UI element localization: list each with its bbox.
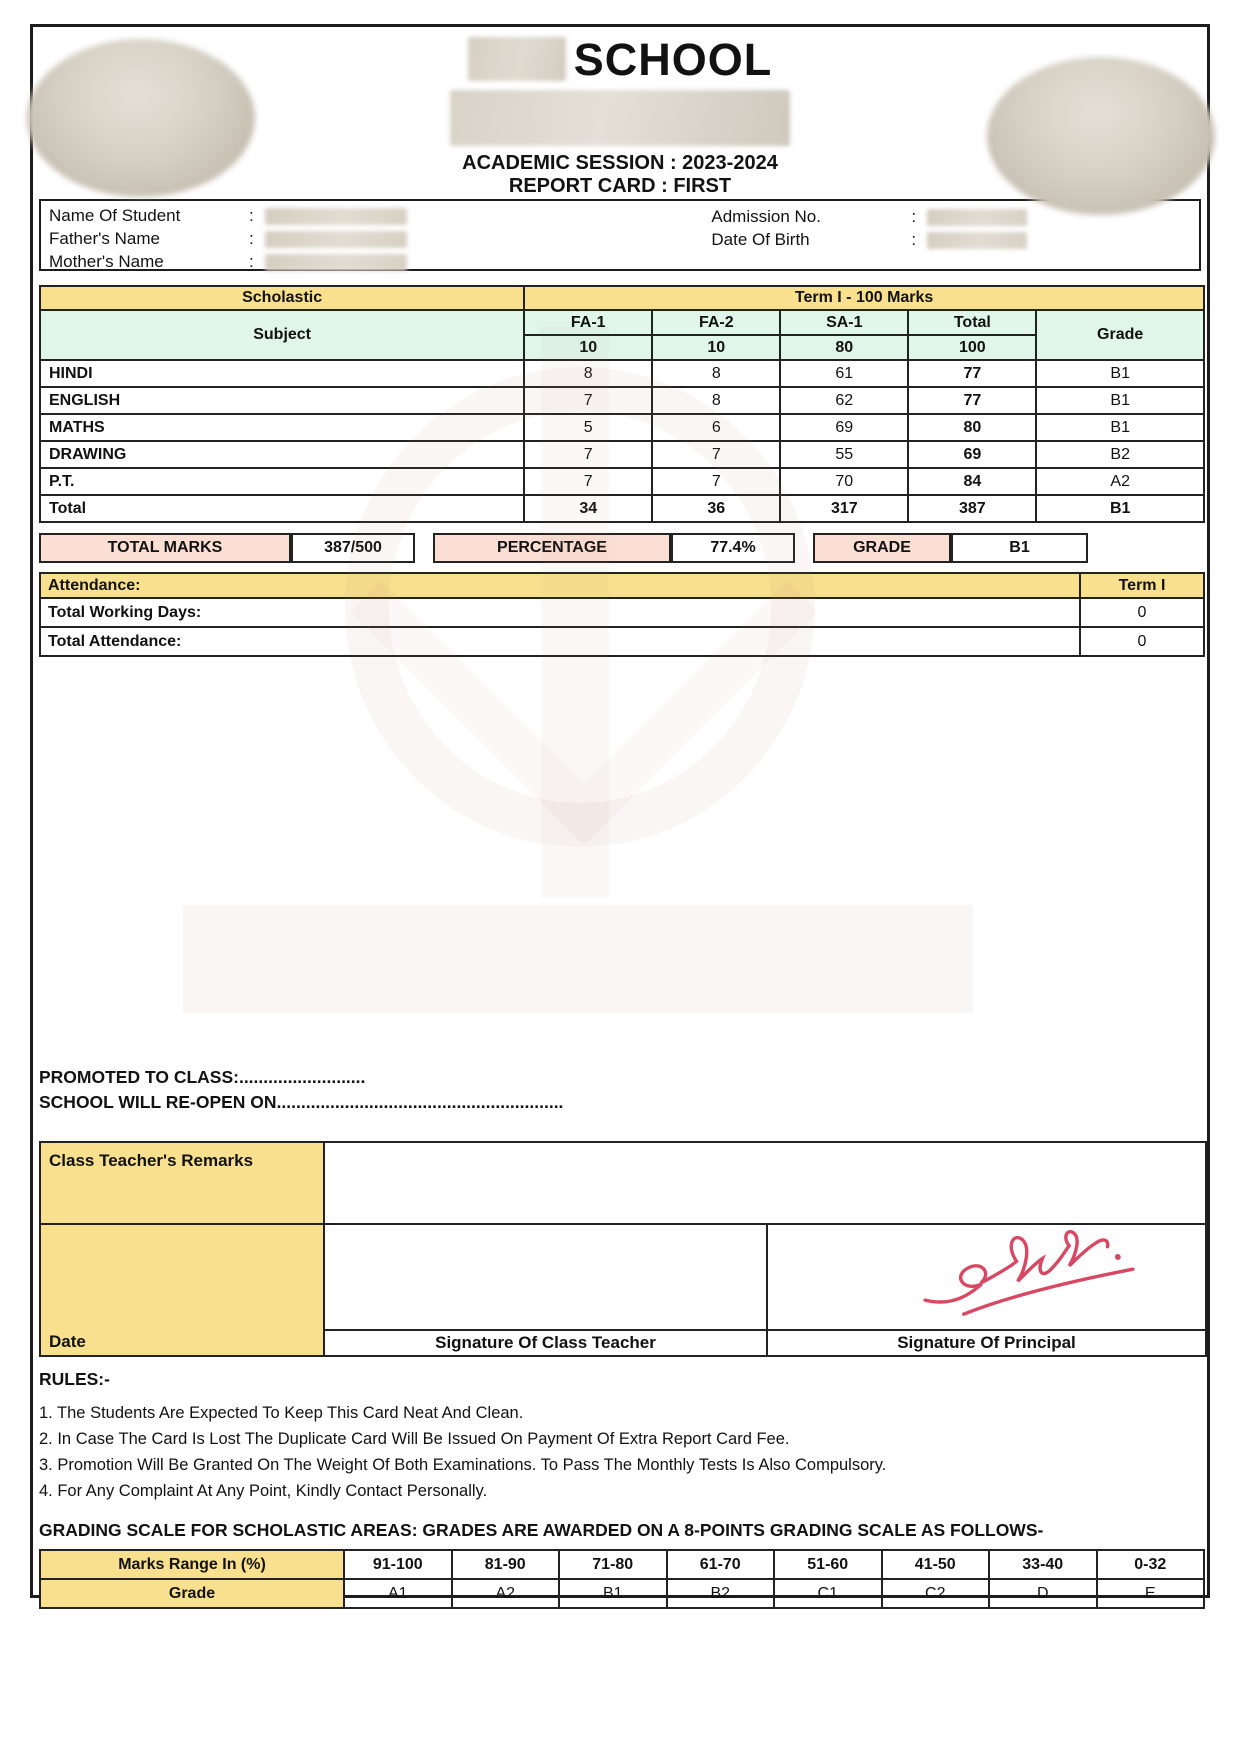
- subject-row-maths: [40, 414, 1204, 441]
- header: [33, 27, 1207, 199]
- subject-name: HINDI: [40, 360, 524, 387]
- attendance-term: Term I: [1080, 573, 1204, 598]
- grade-value: B1: [1036, 414, 1204, 441]
- grading-scale-title: GRADING SCALE FOR SCHOLASTIC AREAS: GRADES ARE AWARDED ON A 8-POINTS GRADING SCALE AS FOLLOWS-: [39, 1520, 1044, 1540]
- date-label: Date: [49, 1332, 86, 1351]
- fa2-mark: 7: [652, 468, 780, 495]
- colon: :: [911, 207, 917, 226]
- colon: :: [249, 252, 254, 271]
- fa1-mark: 7: [524, 441, 652, 468]
- grade-value: A2: [1036, 468, 1204, 495]
- percentage-label: PERCENTAGE: [433, 533, 671, 563]
- sa1-max: 80: [780, 335, 908, 360]
- teacher-remarks-label: Class Teacher's Remarks: [40, 1142, 324, 1224]
- grade-cell: B1: [559, 1579, 667, 1608]
- grade-label: GRADE: [813, 533, 951, 563]
- teacher-remarks-box: [324, 1142, 1206, 1224]
- total-header: Total: [908, 310, 1036, 335]
- range-cell: 61-70: [667, 1550, 775, 1579]
- report-card-border: [30, 24, 1210, 1602]
- total-marks-label: TOTAL MARKS: [39, 533, 291, 563]
- sa1-mark: 70: [780, 468, 908, 495]
- total-max: 100: [908, 335, 1036, 360]
- sa1-mark: 62: [780, 387, 908, 414]
- redacted-student-name: [265, 208, 407, 225]
- principal-signature-area: [767, 1224, 1206, 1330]
- colon: :: [249, 229, 254, 248]
- total-mark: 77: [908, 360, 1036, 387]
- signature-area-row: [40, 1224, 1206, 1330]
- working-days-value: 0: [1080, 598, 1204, 627]
- total-row-label: Total: [40, 495, 524, 522]
- redacted-father-name: [265, 231, 407, 248]
- date-cell: [40, 1224, 324, 1356]
- subject-row-english: [40, 387, 1204, 414]
- promoted-to-class-line: PROMOTED TO CLASS:..........................: [39, 1067, 366, 1087]
- range-cell: 91-100: [344, 1550, 452, 1579]
- range-cell: 33-40: [989, 1550, 1097, 1579]
- school-reopen-line: SCHOOL WILL RE-OPEN ON...........................................................: [39, 1092, 564, 1112]
- rule-item: 3. Promotion Will Be Granted On The Weight Of Both Examinations. To Pass The Monthly Tests Is Also Compulsory.: [39, 1456, 887, 1474]
- total-mark: 77: [908, 387, 1036, 414]
- fa1-mark: 7: [524, 387, 652, 414]
- total-mark: 84: [908, 468, 1036, 495]
- grade-cell: C1: [774, 1579, 882, 1608]
- scholastic-band: Scholastic: [40, 286, 524, 310]
- redacted-school-address: [450, 90, 790, 146]
- academic-session: ACADEMIC SESSION : 2023-2024: [462, 152, 778, 174]
- father-name-label: Father's Name: [49, 229, 160, 248]
- fa1-mark: 8: [524, 360, 652, 387]
- grade-cell: B2: [667, 1579, 775, 1608]
- blank-area: [33, 657, 1207, 1065]
- grade-row: [40, 1579, 1204, 1608]
- fa2-header: FA-2: [652, 310, 780, 335]
- dob-label: Date Of Birth: [711, 230, 810, 249]
- fa2-mark: 7: [652, 441, 780, 468]
- total-attendance-value: 0: [1080, 627, 1204, 656]
- subject-row-drawing: [40, 441, 1204, 468]
- fa2-max: 10: [652, 335, 780, 360]
- sa1-mark: 61: [780, 360, 908, 387]
- percentage-value: 77.4%: [671, 533, 795, 563]
- scholastic-marks-table: [39, 285, 1205, 523]
- redacted-admission-no: [927, 209, 1027, 226]
- sa1-header: SA-1: [780, 310, 908, 335]
- remarks-row: [40, 1142, 1206, 1224]
- student-info-right: [711, 206, 1191, 263]
- rule-item: 1. The Students Are Expected To Keep This Card Neat And Clean.: [39, 1404, 524, 1422]
- promotion-section: [39, 1065, 1201, 1115]
- student-info-left: [49, 206, 711, 271]
- subject-name: DRAWING: [40, 441, 524, 468]
- range-cell: 81-90: [452, 1550, 560, 1579]
- sa1-mark: 55: [780, 441, 908, 468]
- class-teacher-signature-area: [324, 1224, 767, 1330]
- principal-signature-image: [900, 1212, 1159, 1338]
- fa1-max: 10: [524, 335, 652, 360]
- range-cell: 71-80: [559, 1550, 667, 1579]
- fa2-mark: 8: [652, 360, 780, 387]
- rule-item: 2. In Case The Card Is Lost The Duplicate Card Will Be Issued On Payment Of Extra Report Card Fee.: [39, 1430, 790, 1448]
- grade-cell: E: [1097, 1579, 1205, 1608]
- grade-value: B1: [1036, 387, 1204, 414]
- fa2-mark: 8: [652, 387, 780, 414]
- grade-cell: A2: [452, 1579, 560, 1608]
- grade-cell: D: [989, 1579, 1097, 1608]
- marks-range-label: Marks Range In (%): [40, 1550, 344, 1579]
- subject-name: P.T.: [40, 468, 524, 495]
- principal-signature-label: Signature Of Principal: [767, 1330, 1206, 1356]
- subject-name: ENGLISH: [40, 387, 524, 414]
- school-title: SCHOOL: [573, 33, 773, 85]
- subject-name: MATHS: [40, 414, 524, 441]
- total-attendance-row: [40, 627, 1204, 656]
- attendance-table: [39, 572, 1205, 657]
- teacher-signature-label: Signature Of Class Teacher: [324, 1330, 767, 1356]
- marks-range-row: [40, 1550, 1204, 1579]
- term-band: Term I - 100 Marks: [524, 286, 1204, 310]
- attendance-title: Attendance:: [40, 573, 1080, 598]
- student-name-row: [49, 206, 711, 226]
- total-mark: 69: [908, 441, 1036, 468]
- total-mark: 80: [908, 414, 1036, 441]
- fa2-mark: 6: [652, 414, 780, 441]
- fa1-total: 34: [524, 495, 652, 522]
- remarks-table: [39, 1141, 1207, 1357]
- range-cell: 0-32: [1097, 1550, 1205, 1579]
- subject-row-hindi: [40, 360, 1204, 387]
- rules-section: [39, 1369, 1201, 1504]
- overall-grade: B1: [1036, 495, 1204, 522]
- grade-value: B1: [1036, 360, 1204, 387]
- attendance-header-row: [40, 573, 1204, 598]
- rules-title: RULES:-: [39, 1369, 110, 1389]
- grade-row-label: Grade: [40, 1579, 344, 1608]
- summary-gap: [415, 533, 433, 563]
- dob-row: [711, 230, 1191, 250]
- admission-no-label: Admission No.: [711, 207, 821, 226]
- redacted-school-name: [468, 37, 566, 81]
- mother-name-label: Mother's Name: [49, 252, 164, 271]
- section-band-row: [40, 286, 1204, 310]
- mother-name-row: [49, 252, 711, 272]
- father-name-row: [49, 229, 711, 249]
- summary-strip: [39, 533, 1201, 563]
- redacted-dob: [927, 232, 1027, 249]
- grade-value: B2: [1036, 441, 1204, 468]
- grade-value-box: B1: [951, 533, 1088, 563]
- totals-row: [40, 495, 1204, 522]
- report-card-term: REPORT CARD : FIRST: [508, 175, 732, 197]
- school-logo-right: [987, 57, 1215, 215]
- fa2-total: 36: [652, 495, 780, 522]
- range-cell: 41-50: [882, 1550, 990, 1579]
- fa1-mark: 5: [524, 414, 652, 441]
- grand-total: 387: [908, 495, 1036, 522]
- fa1-header: FA-1: [524, 310, 652, 335]
- school-logo-left: [27, 39, 255, 197]
- summary-gap: [795, 533, 813, 563]
- sa1-mark: 69: [780, 414, 908, 441]
- rule-item: 4. For Any Complaint At Any Point, Kindly Contact Personally.: [39, 1482, 488, 1500]
- redacted-mother-name: [265, 254, 407, 271]
- subject-header: Subject: [40, 310, 524, 360]
- working-days-row: [40, 598, 1204, 627]
- working-days-label: Total Working Days:: [40, 598, 1080, 627]
- grade-header: Grade: [1036, 310, 1204, 360]
- colon: :: [249, 206, 254, 225]
- colon: :: [911, 230, 917, 249]
- column-header-row: [40, 310, 1204, 335]
- total-marks-value: 387/500: [291, 533, 415, 563]
- student-name-label: Name Of Student: [49, 206, 181, 225]
- range-cell: 51-60: [774, 1550, 882, 1579]
- grade-cell: A1: [344, 1579, 452, 1608]
- grading-scale-table: [39, 1549, 1205, 1609]
- fa1-mark: 7: [524, 468, 652, 495]
- sa1-total: 317: [780, 495, 908, 522]
- total-attendance-label: Total Attendance:: [40, 627, 1080, 656]
- subject-row-pt: [40, 468, 1204, 495]
- student-info-section: [39, 199, 1201, 271]
- grade-cell: C2: [882, 1579, 990, 1608]
